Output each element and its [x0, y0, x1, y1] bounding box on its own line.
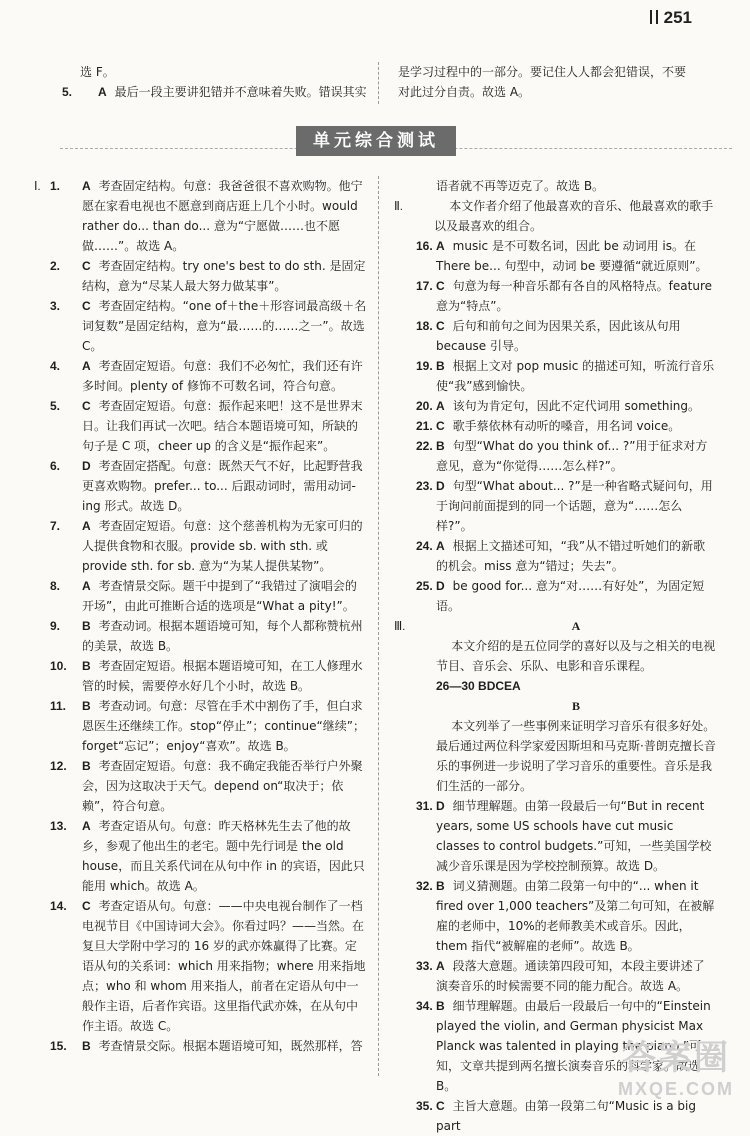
item-explanation: 考查情景交际。题干中提到了“我错过了演唱会的开场”，由此可推断合适的选项是“What a pity!”。	[82, 579, 357, 613]
item-answer: A	[436, 399, 445, 413]
item-explanation: 该句为肯定句，因此不定代词用 something。	[452, 399, 701, 413]
item-answer: A	[82, 179, 91, 193]
item-explanation: 考查固定结构。try one's best to do sth. 是固定结构，意为“尽某人最大努力做某事”。	[82, 259, 366, 293]
item-explanation: music 是不可数名词，因此 be 动词用 is。在 There be... 句型中，动词 be 要遵循“就近原则”。	[436, 239, 708, 273]
section-2-answers	[398, 236, 716, 616]
item-number: 1.	[50, 179, 61, 193]
item-explanation: 考查固定短语。句意：振作起来吧！这不是世界末日。让我们再试一次吧。结合本题语境可知，所缺的句子是 C 项，cheer up 的含义是“振作起来”。	[82, 399, 363, 453]
item-number: 18.	[416, 319, 433, 333]
item-number: 31.	[416, 799, 433, 813]
answer-item	[34, 896, 367, 1036]
watermark-logo: 答案圈	[622, 1039, 730, 1077]
item-explanation: 句型“What do you think of... ?”用于征求对方意见，意为“你觉得……怎么样?”。	[436, 439, 708, 473]
answer-item	[34, 456, 367, 516]
item-answer: D	[436, 579, 445, 593]
item-number: 15.	[50, 1039, 67, 1053]
answer-item	[34, 576, 367, 616]
item-answer: A	[82, 519, 91, 533]
item-answer: A	[436, 239, 445, 253]
item-explanation: 考查情景交际。根据本题语境可知，既然那样，答	[98, 1039, 363, 1053]
item-answer: D	[82, 459, 91, 473]
item-explanation: 词义猜测题。由第二段第一句中的“... when it fired over 1,000 teachers”及第二句可知，在被解雇的老师中，10%的老师教美术或音乐。因此，them 指代“被解雇的老师”。故选 B。	[436, 879, 715, 953]
item-explanation: 考查固定结构。“one of＋the＋形容词最高级＋名词复数”是固定结构，意为“最……的……之一”。故选 C。	[82, 299, 367, 353]
answer-item	[398, 436, 716, 476]
item-answer: A	[82, 819, 91, 833]
top-continuation	[0, 62, 750, 112]
item-answer: C	[82, 899, 91, 913]
item-answer: C	[82, 259, 91, 273]
item-number: 9.	[50, 619, 61, 633]
item-answer: D	[436, 799, 445, 813]
item-number: 8.	[50, 579, 61, 593]
item-explanation: 段落大意题。通读第四段可知，本段主要讲述了演奏音乐的时候需要不同的能力配合。故选 A。	[436, 959, 705, 993]
item-explanation: 细节理解题。由第一段最后一句“But in recent years, some US schools have cut music classes to control budgets.”可知，一些美国学校减少音乐课是因为学校控制预算。故选 D。	[436, 799, 712, 873]
item-explanation: 考查动词。句意：尽管在手术中割伤了手，但白求恩医生还继续工作。stop“停止”；continue“继续”；forget“忘记”；enjoy“喜欢”。故选 B。	[82, 699, 365, 753]
item-answer: B	[436, 879, 445, 893]
item-answer: B	[82, 619, 91, 633]
item-number: 20.	[416, 399, 433, 413]
item-explanation: 考查固定搭配。句意：既然天气不好，比起野营我更喜欢购物。prefer... to... 后跟动词时，需用动词-ing 形式。故选 D。	[82, 459, 363, 513]
item-number: 7.	[50, 519, 61, 533]
answer-item	[398, 536, 716, 576]
item-answer: B	[82, 659, 91, 673]
passage-b-heading: B	[571, 699, 580, 713]
right-column	[394, 176, 716, 1136]
answer-item	[398, 576, 716, 616]
item-answer: B	[436, 359, 445, 373]
item-explanation: 根据上文描述可知，“我”从不错过听她们的新歌的机会。miss 意为“错过；失去”。	[436, 539, 706, 573]
top-left-line-1: 选 F。	[80, 65, 115, 79]
page-number: 251	[650, 8, 692, 28]
section-2-intro: Ⅱ. 本文作者介绍了他最喜欢的音乐、他最喜欢的歌手以及最喜欢的组合。	[394, 199, 714, 233]
item-explanation: 考查固定短语。句意：我们不必匆忙，我们还有许多时间。plenty of 修饰不可数名词，符合句意。	[82, 359, 363, 393]
item-number: 21.	[416, 419, 433, 433]
answer-item	[34, 396, 367, 456]
answer-item	[398, 396, 716, 416]
item-answer: A	[82, 359, 91, 373]
item-number: 19.	[416, 359, 433, 373]
item-number: 10.	[50, 659, 67, 673]
passage-a-intro: 本文介绍的是五位同学的喜好以及与之相关的电视节目、音乐会、乐队、电影和音乐课程。	[436, 639, 716, 673]
column-divider	[378, 176, 379, 1076]
item-explanation: 考查动词。根据本题语境可知，每个人都称赞杭州的美景，故选 B。	[82, 619, 363, 653]
watermark	[606, 1038, 746, 1108]
item-explanation: 考查固定短语。根据本题语境可知，在工人修理水管的时候，需要停水好几个小时，故选 B。	[82, 659, 363, 693]
item-explanation: 主旨大意题。由第一段第二句“Music is a big part	[436, 1099, 696, 1133]
answer-range-26-30: 26—30 BDCEA	[436, 679, 521, 693]
item-explanation: 考查固定短语。句意：这个慈善机构为无家可归的人提供食物和衣服。provide sb. with sth. 或 provide sth. for sb. 意为“为某人提供某物”。	[82, 519, 363, 573]
item-explanation: 根据上文对 pop music 的描述可知，听流行音乐使“我”感到愉快。	[436, 359, 715, 393]
answer-item	[34, 176, 367, 256]
item-answer: C	[436, 1099, 445, 1113]
section-3-heading-a: Ⅲ. A	[394, 619, 581, 633]
item-explanation: 考查固定短语。句意：我不确定我能否举行户外聚会，因为这取决于天气。depend on“取决于；依赖”，符合句意。	[82, 759, 363, 813]
top-right-line-2: 对此过分自责。故选 A。	[398, 85, 531, 99]
item-number: 13.	[50, 819, 67, 833]
answer-item	[34, 356, 367, 396]
item-explanation: 考查定语从句。句意：昨天格林先生去了他的故乡，参观了他出生的老宅。题中先行词是 the old house，而且关系代词在从句中作 in 的宾语，因此只能用 which。故选 A。	[82, 819, 365, 893]
answer-item	[34, 516, 367, 576]
answer-item	[34, 816, 367, 896]
item-answer: D	[436, 479, 445, 493]
item-explanation: 考查固定结构。句意：我爸爸很不喜欢购物。他宁愿在家看电视也不愿意到商店逛上几个小时。would rather do... than do... 意为“宁愿做……也不愿做……”。故选 A。	[82, 179, 363, 253]
item-number: 17.	[416, 279, 433, 293]
answer-item	[398, 416, 716, 436]
item-number: 22.	[416, 439, 433, 453]
item-number: 34.	[416, 999, 433, 1013]
answer-item	[398, 356, 716, 396]
answer-item	[34, 1036, 367, 1056]
item-answer: B	[82, 699, 91, 713]
item-explanation: 句意为每一种音乐都有各自的风格特点。feature 意为“特点”。	[436, 279, 712, 313]
item-answer: A	[436, 539, 445, 553]
answer-item	[34, 296, 367, 356]
top-left-item-5: 5. A 最后一段主要讲犯错并不意味着失败。错误其实	[62, 85, 367, 99]
item-number: 2.	[50, 259, 61, 273]
item-explanation: 句型“What about... ?”是一种省略式疑问句，用于询问前面提到的同一个话题，意为“……怎么样?”。	[436, 479, 713, 533]
item-number: 16.	[416, 239, 433, 253]
answer-item	[398, 956, 716, 996]
item-number: 6.	[50, 459, 61, 473]
item-answer: B	[436, 999, 445, 1013]
item-number: 25.	[416, 579, 433, 593]
answer-item	[34, 656, 367, 696]
item-number: 12.	[50, 759, 67, 773]
section-marker: Ⅰ.	[34, 179, 41, 193]
item-number: 4.	[50, 359, 61, 373]
item-number: 14.	[50, 899, 67, 913]
item-answer: C	[82, 399, 91, 413]
answer-item	[34, 756, 367, 816]
answer-item	[34, 256, 367, 296]
item-explanation: 后句和前句之间为因果关系，因此该从句用 because 引导。	[436, 319, 681, 353]
section-banner: 单元综合测试	[296, 126, 456, 156]
continuation-line: 语者就不再等迈克了。故选 B。	[436, 179, 605, 193]
item-number: 11.	[50, 699, 67, 713]
item-explanation: be good for... 意为“对……有好处”，为固定短语。	[436, 579, 705, 613]
item-answer: B	[82, 1039, 91, 1053]
item-number: 3.	[50, 299, 61, 313]
item-answer: C	[82, 299, 91, 313]
item-number: 24.	[416, 539, 433, 553]
answer-item	[398, 476, 716, 536]
item-explanation: 考查定语从句。句意：——中央电视台制作了一档电视节目《中国诗词大会》。你看过吗？——当然。在复旦大学附中学习的 16 岁的武亦姝赢得了比赛。定语从句的关系词：which 用来指物；where 用来指地点；who 和 whom 用来指人，前者在定语从句中一般作主语，后者作宾语。这里指代武亦姝，在从句中作主语。故选 C。	[82, 899, 366, 1033]
answer-item	[398, 236, 716, 276]
item-number: 32.	[416, 879, 433, 893]
item-answer: A	[436, 959, 445, 973]
answer-item	[398, 316, 716, 356]
left-column	[34, 176, 367, 1056]
answer-item	[398, 276, 716, 316]
answer-item	[398, 796, 716, 876]
passage-b-intro: 本文列举了一些事例来证明学习音乐有很多好处。最后通过两位科学家爱因斯坦和马克斯·普朗克擅长音乐的事例进一步说明了学习音乐的重要性。音乐是我们生活的一部分。	[436, 719, 716, 793]
top-left-column	[62, 62, 367, 102]
item-answer: C	[436, 419, 445, 433]
item-answer: B	[436, 439, 445, 453]
top-right-column	[398, 62, 718, 102]
item-number: 33.	[416, 959, 433, 973]
answer-item	[34, 616, 367, 656]
item-answer: C	[436, 319, 445, 333]
item-number: 5.	[50, 399, 61, 413]
item-answer: B	[82, 759, 91, 773]
item-number: 23.	[416, 479, 433, 493]
answer-item	[34, 696, 367, 756]
top-right-line-1: 是学习过程中的一部分。要记住人人都会犯错误，不要	[398, 65, 687, 79]
item-answer: C	[436, 279, 445, 293]
watermark-url: MXQE.COM	[617, 1079, 734, 1099]
item-answer: A	[82, 579, 91, 593]
answer-item	[398, 876, 716, 956]
item-number: 35.	[416, 1099, 433, 1113]
item-explanation: 歌手蔡依林有动听的嗓音，用名词 voice。	[452, 419, 681, 433]
item-explanation: 细节理解题。由最后一段最后一句中的“Einstein played the violin, and German physicist Max Planck was talented in playing the piano.”可知，文章共提到两名擅长演奏音乐的科学家。故选 B。	[436, 999, 711, 1093]
